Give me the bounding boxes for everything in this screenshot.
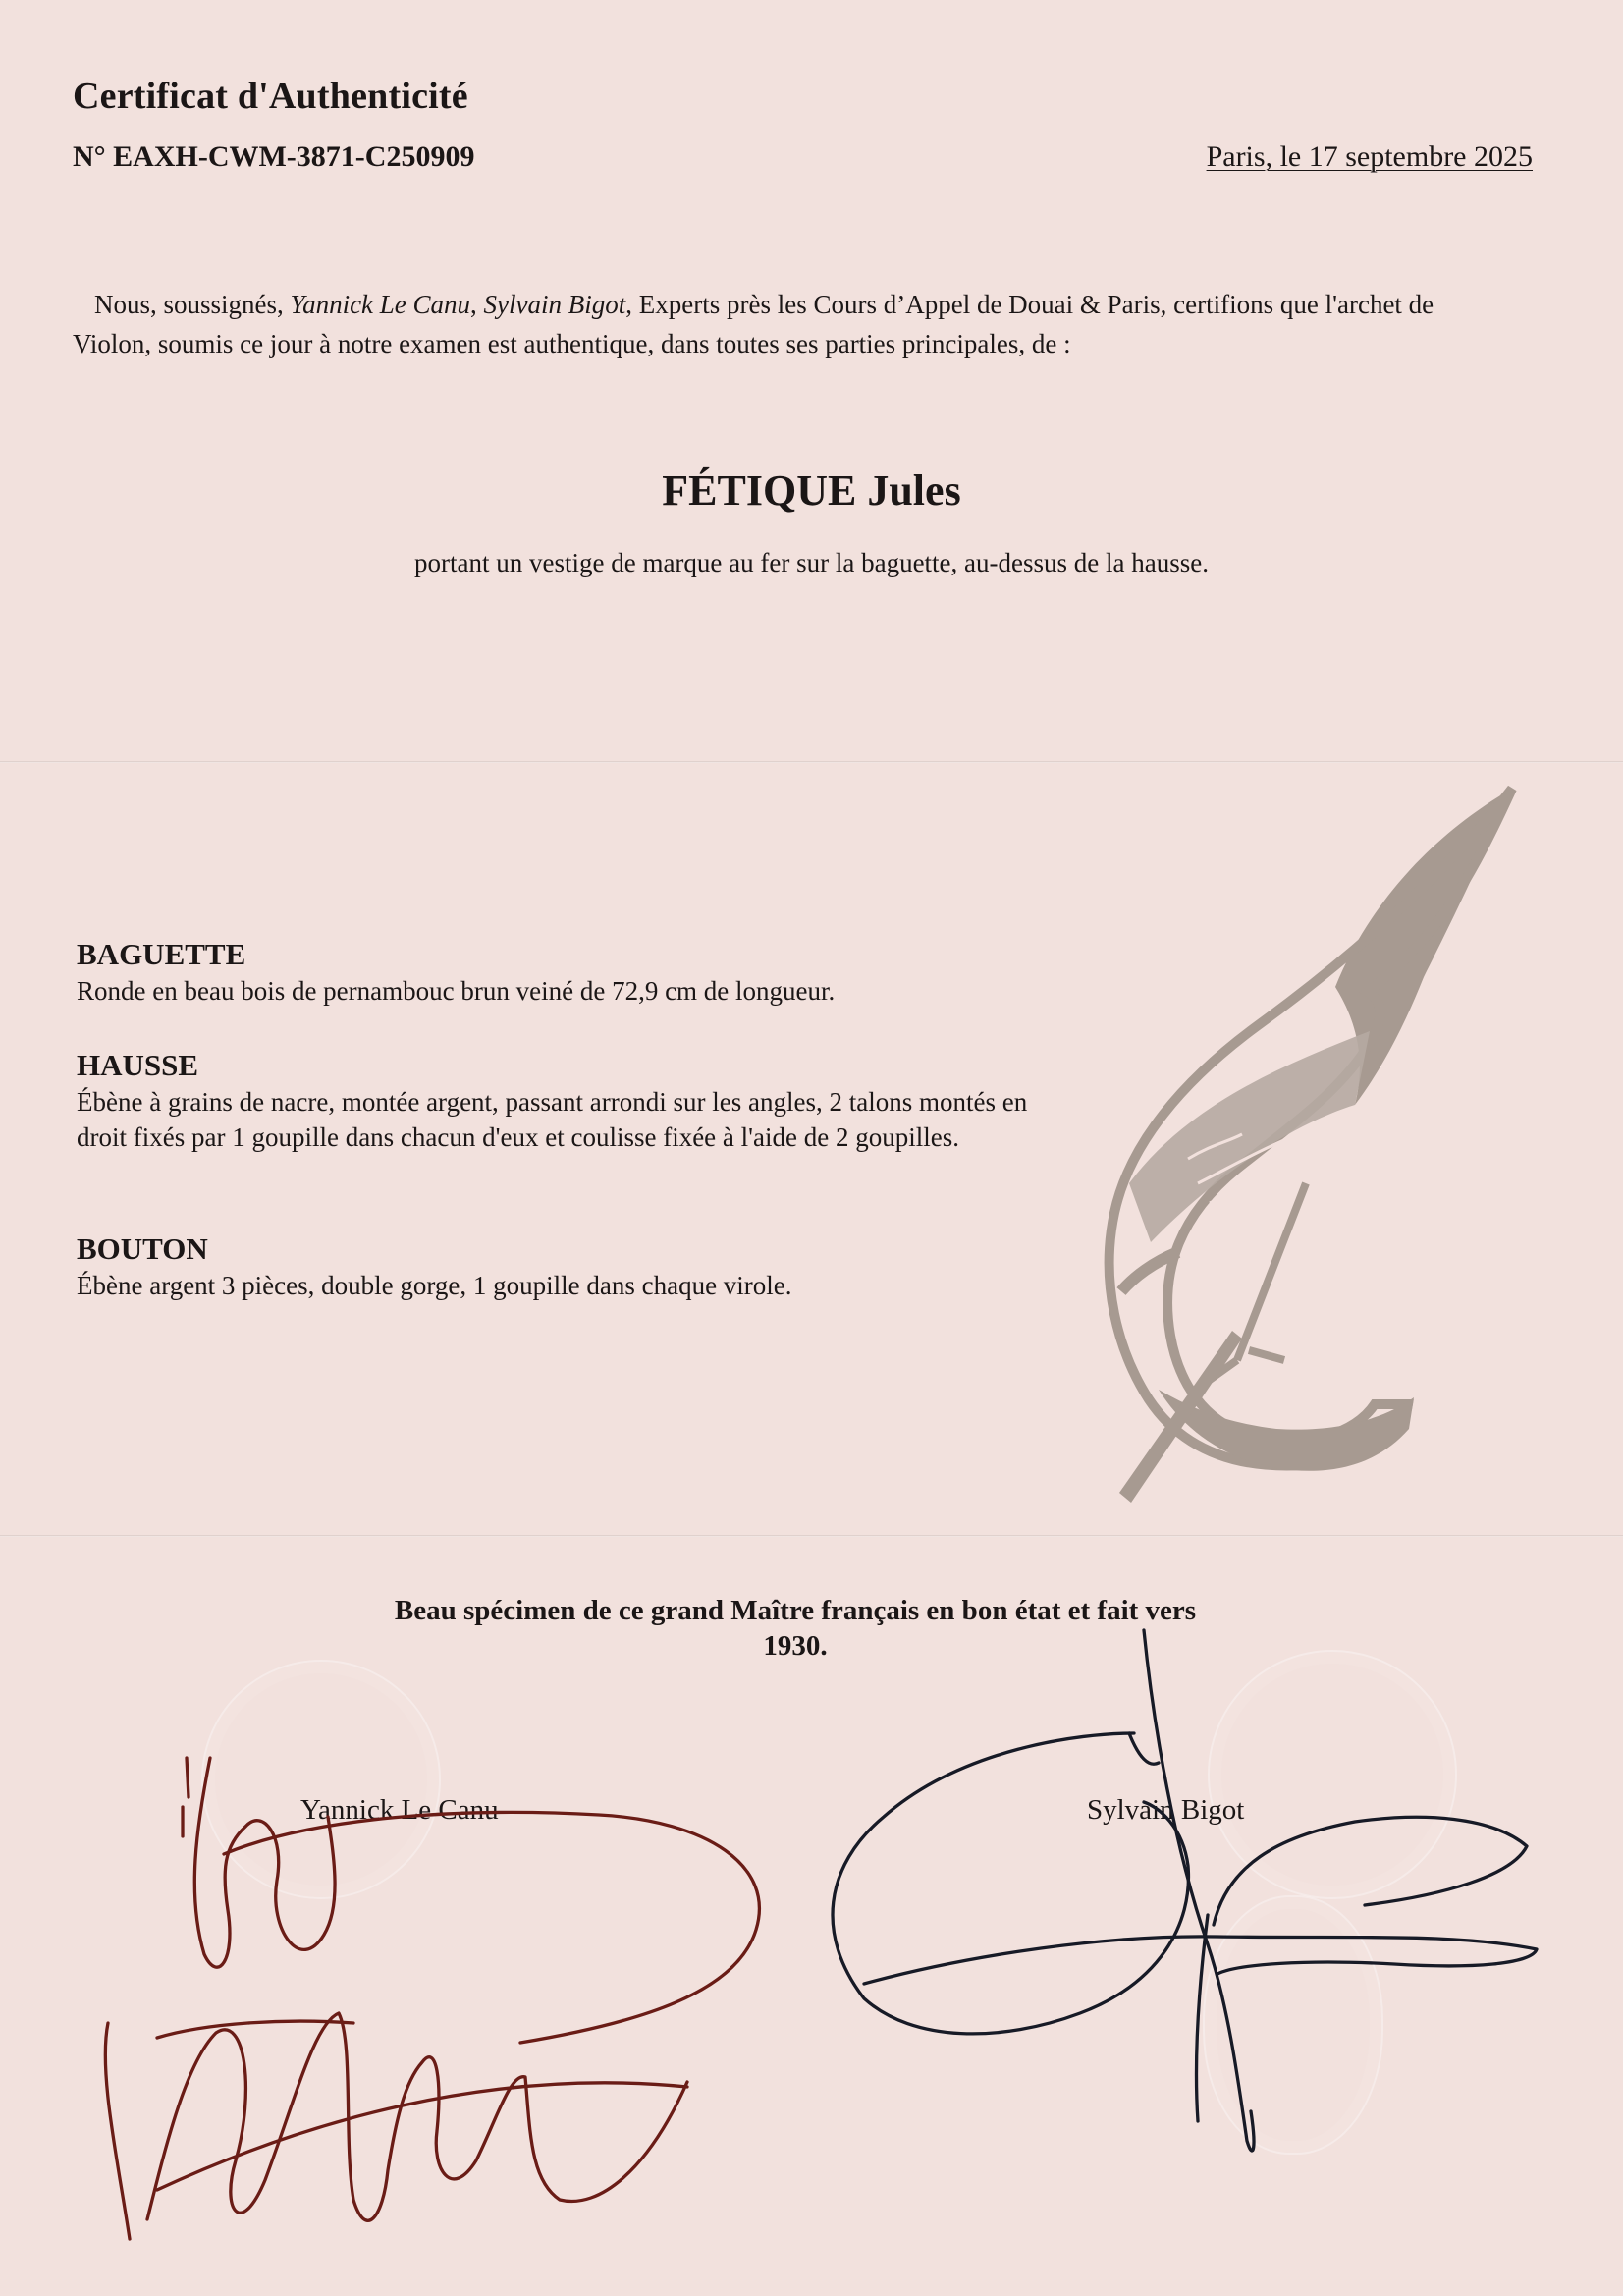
section-text: Ébène à grains de nacre, montée argent, passant arrondi sur les angles, 2 talons montés en droit fixés par 1 goupille dans chacun d'eux et coulisse fixée à l'aide de 2 goupilles. <box>77 1087 1028 1152</box>
embossed-seal-icon <box>201 1660 441 1899</box>
expert-name-2: Sylvain Bigot <box>483 290 626 319</box>
signature-1-icon <box>105 1758 759 2239</box>
maker-name: FÉTIQUE Jules <box>662 466 961 515</box>
embossed-seal-icon <box>1203 1895 1383 2155</box>
section-heading: HAUSSE <box>77 1048 199 1082</box>
conclusion <box>344 1593 1247 1664</box>
expert-name-1: Yannick Le Canu <box>290 290 471 319</box>
fold-line-bottom <box>0 1535 1623 1537</box>
certificate-title: Certificat d'Authenticité <box>73 76 468 117</box>
certificate-date: Paris, le 17 septembre 2025 <box>1206 140 1533 173</box>
certificate-number: N° EAXH-CWM-3871-C250909 <box>73 140 475 173</box>
conclusion-line-2: 1930. <box>763 1630 828 1662</box>
maker-mark-note: portant un vestige de marque au fer sur la baguette, au-dessus de la hausse. <box>414 548 1209 577</box>
intro-paragraph <box>73 285 1487 363</box>
conclusion-line-1: Beau spécimen de ce grand Maître français en bon état et fait vers <box>394 1595 1197 1626</box>
section-bouton <box>77 1230 1058 1303</box>
embossed-seal-icon <box>1208 1650 1457 1899</box>
intro-separator: , <box>470 290 484 319</box>
section-heading: BOUTON <box>77 1231 208 1266</box>
section-text: Ronde en beau bois de pernambouc brun veiné de 72,9 cm de longueur. <box>77 976 836 1006</box>
section-heading: BAGUETTE <box>77 937 246 971</box>
section-hausse <box>77 1047 1058 1155</box>
bow-scroll-logo-icon <box>1041 781 1532 1517</box>
signer-name-1: Yannick Le Canu <box>300 1794 499 1826</box>
fold-line-top <box>0 761 1623 763</box>
signer-name-2: Sylvain Bigot <box>1087 1794 1245 1826</box>
intro-text-end: , Experts près les Cours d’Appel de Douai & Paris, certifions que l'archet de Violon, soumis ce jour à notre examen est authentique, dans toutes ses parties principales, de : <box>73 290 1434 358</box>
section-text: Ébène argent 3 pièces, double gorge, 1 goupille dans chaque virole. <box>77 1271 792 1300</box>
section-baguette <box>77 936 1058 1009</box>
intro-text-start: Nous, soussignés, <box>94 290 291 319</box>
